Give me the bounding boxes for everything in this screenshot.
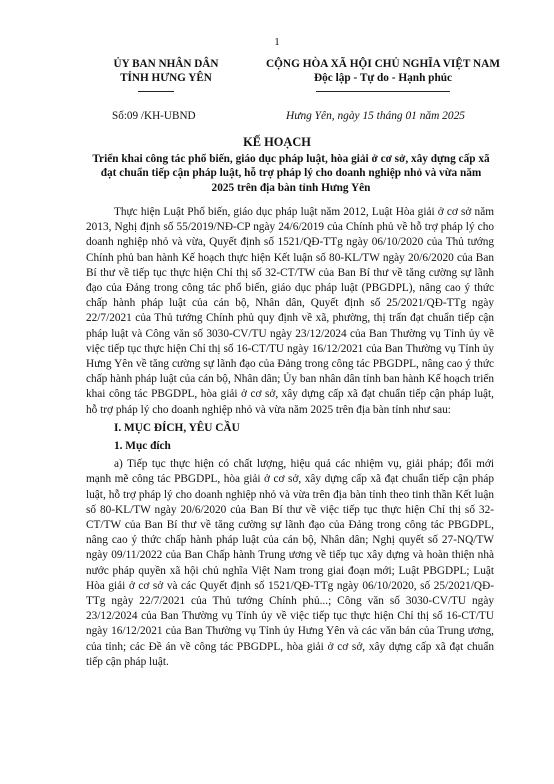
agency-underline bbox=[138, 91, 174, 92]
document-body bbox=[86, 205, 494, 670]
document-type-title: KẾ HOẠCH bbox=[243, 135, 311, 149]
national-motto: Độc lập - Tự do - Hạnh phúc bbox=[313, 72, 453, 84]
purpose-paragraph-a: a) Tiếp tục thực hiện có chất lượng, hiệu quả các nhiệm vụ, giải pháp; đổi mới mạnh mẽ công tác PBGDPL, hòa giải ở cơ sở, xây dựng cấp xã đạt chuẩn tiếp cận pháp luật, hỗ trợ pháp lý cho doanh nghiệp nhỏ và vừa trên địa bàn tỉnh theo tinh thần Kết luận số 80-KL/TW ngày 20/6/2020 của Ban Bí thư về việc tiếp tục thực hiện Chỉ thị số 32-CT/TW của Ban Bí thư về tăng cường sự lãnh đạo của Đảng trong công tác PBGDPL, nâng cao ý thức chấp hành pháp luật của cán bộ, Nhân dân; Nghị quyết số 27-NQ/TW ngày 09/11/2022 của Ban Chấp hành Trung ương về tiếp tục xây dựng và hoàn thiện nhà nước pháp quyền xã hội chủ nghĩa Việt Nam trong giai đoạn mới; Luật PBGDPL; Luật Hòa giải ở cơ sở và các Quyết định số 1521/QĐ-TTg ngày 06/10/2020, số 25/2021/QĐ-TTg ngày 22/7/2021 của Thủ tướng Chính phủ...; Công văn số 3030-CV/TU ngày 23/12/2024 của Ban Thường vụ Tỉnh ủy về việc tiếp tục thực hiện Chỉ thị số 16-CT/TU ngày 16/12/2021 của Ban Thường vụ Tỉnh ủy Hưng Yên và các văn bản của Trung ương, của tỉnh; các Đề án về công tác PBGDPL, hòa giải ở cơ sở, xây dựng cấp xã đạt chuẩn tiếp cận pháp luật. bbox=[86, 458, 494, 668]
agency-line-2: TỈNH HƯNG YÊN bbox=[120, 72, 212, 84]
section-heading-1: I. MỤC ĐÍCH, YÊU CẦU bbox=[114, 421, 240, 434]
issuing-agency bbox=[78, 57, 254, 85]
national-name: CỘNG HÒA XÃ HỘI CHỦ NGHĨA VIỆT NAM bbox=[265, 58, 501, 70]
document-subtitle: Triển khai công tác phổ biến, giáo dục pháp luật, hòa giải ở cơ sở, xây dựng cấp xã đạt chuẩn tiếp cận pháp luật, hỗ trợ pháp lý cho doanh nghiệp nhỏ và vừa năm 2025 trên địa bàn tỉnh Hưng Yên bbox=[92, 153, 490, 194]
intro-paragraph: Thực hiện Luật Phổ biến, giáo dục pháp luật năm 2012, Luật Hòa giải ở cơ sở năm 2013, Nghị định số 55/2019/NĐ-CP ngày 24/6/2019 của Chính phủ về hỗ trợ pháp lý cho doanh nghiệp nhỏ và vừa, Quyết định số 1521/QĐ-TTg ngày 06/10/2020 của Thủ tướng Chính phủ ban hành Kế hoạch thực hiện Kết luận số 80-KL/TW ngày 20/6/2020 của Ban Bí thư về tiếp tục thực hiện Chỉ thị số 32-CT/TW của Ban Bí thư về tăng cường sự lãnh đạo của Đảng trong công tác phổ biến, giáo dục pháp luật (PBGDPL), nâng cao ý thức chấp hành pháp luật của cán bộ, Nhân dân, Quyết định số 25/2021/QĐ-TTg ngày 22/7/2021 của Thủ tướng Chính phủ quy định về xã, phường, thị trấn đạt chuẩn tiếp cận pháp luật và Công văn số 3030-CV/TU ngày 23/12/2024 của Ban Thường vụ Tỉnh ủy về việc tiếp tục thực hiện Chỉ thị số 16-CT/TU ngày 16/12/2021 của Ban Thường vụ Tỉnh ủy Hưng Yên về tăng cường sự lãnh đạo của Đảng trong công tác PBGDPL, nâng cao ý thức chấp hành pháp luật của cán bộ, Nhân dân; Ủy ban nhân dân tỉnh ban hành Kế hoạch triển khai công tác PBGDPL, hòa giải ở cơ sở, xây dựng cấp xã đạt chuẩn tiếp cận pháp luật, hỗ trợ pháp lý cho doanh nghiệp nhỏ và vừa năm 2025 trên địa bàn tỉnh như sau: bbox=[86, 206, 494, 416]
national-header bbox=[250, 57, 516, 85]
agency-line-1: ỦY BAN NHÂN DÂN bbox=[113, 58, 219, 70]
document-number: Số:09 /KH-UBND bbox=[112, 110, 196, 122]
page-number: 1 bbox=[274, 36, 280, 48]
subsection-heading-purpose: 1. Mục đích bbox=[114, 440, 171, 453]
motto-underline bbox=[316, 91, 450, 92]
place-and-date: Hưng Yên, ngày 15 tháng 01 năm 2025 bbox=[286, 110, 465, 122]
